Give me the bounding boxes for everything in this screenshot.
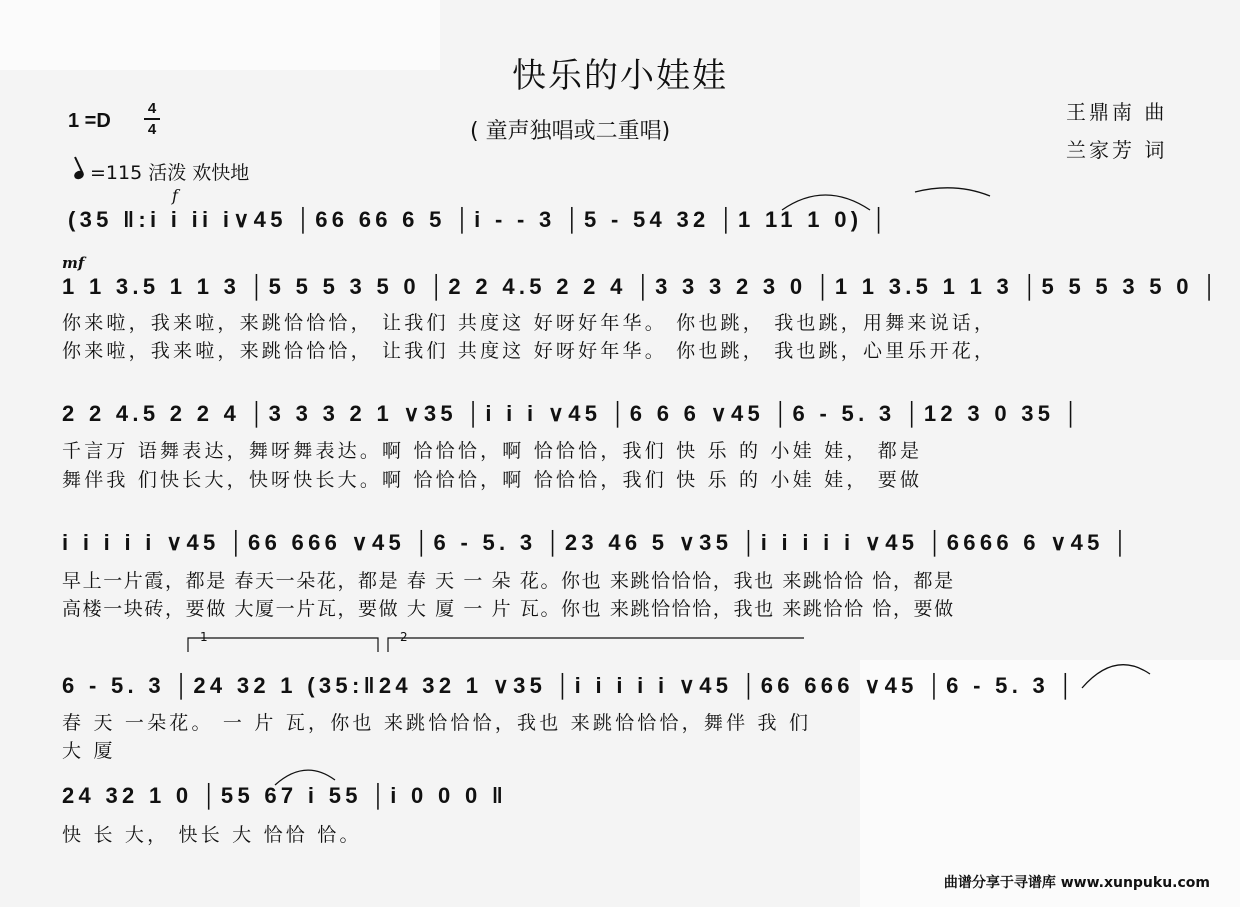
lyricist-credit: 兰家芳 词 xyxy=(1066,138,1168,162)
dynamic-mezzo-forte: mf xyxy=(62,254,85,272)
volta-2-label: 2 xyxy=(400,630,408,644)
notation-line-1: (35 ‖:i i ii i∨45 │66 66 6 5 │i - - 3 │5 - 54 32 │1 11 1 0) │ xyxy=(68,207,891,232)
lyric-line-2-verse-2: 你来啦，我来啦，来跳恰恰恰， 让我们 共度这 好呀好年华。 你也跳， 我也跳，心里乐开花， xyxy=(62,340,997,362)
lyric-line-6-verse-1: 快 长 大， 快长 大 恰恰 恰。 xyxy=(62,824,362,846)
volta-1-bracket xyxy=(188,638,378,652)
tempo-text: =115 活泼 欢快地 xyxy=(90,162,250,184)
lyric-line-5-verse-1: 春 天 一朵花。 一 片 瓦，你也 来跳恰恰恰，我也 来跳恰恰恰，舞伴 我 们 xyxy=(62,712,812,734)
notation-line-5: 6 - 5. 3 │24 32 1 (35:‖24 32 1 ∨35 │i i i i i ∨45 │66 666 ∨45 │6 - 5. 3 │ xyxy=(62,673,1078,698)
lyric-line-2-verse-1: 你来啦，我来啦，来跳恰恰恰， 让我们 共度这 好呀好年华。 你也跳， 我也跳，用舞来说话， xyxy=(62,312,997,334)
composer-credit: 王鼎南 曲 xyxy=(1066,100,1168,124)
volta-2-bracket xyxy=(388,638,804,652)
lyric-line-5-verse-2: 大 厦 xyxy=(62,740,116,762)
notation-line-2: 1 1 3.5 1 1 3 │5 5 5 3 5 0 │2 2 4.5 2 2 4 │3 3 3 2 3 0 │1 1 3.5 1 1 3 │5 5 5 3 5 0 │ xyxy=(62,274,1222,299)
dynamic-forte: f xyxy=(172,186,178,205)
notation-line-3: 2 2 4.5 2 2 4 │3 3 3 2 1 ∨35 │i i i ∨45 │6 6 6 ∨45 │6 - 5. 3 │12 3 0 35 │ xyxy=(62,401,1083,426)
time-signature-bottom: 4 xyxy=(147,120,157,138)
subtitle: ( 童声独唱或二重唱) xyxy=(470,119,671,144)
time-signature-top: 4 xyxy=(147,100,157,117)
lyric-line-4-verse-2: 高楼一块砖，要做 大厦一片瓦，要做 大 厦 一 片 瓦。你也 来跳恰恰恰，我也 来跳恰恰 恰，要做 xyxy=(62,598,955,620)
slur xyxy=(1082,665,1150,688)
notation-line-4: i i i i i ∨45 │66 666 ∨45 │6 - 5. 3 │23 46 5 ∨35 │i i i i i ∨45 │6666 6 ∨45 │ xyxy=(62,530,1133,555)
lyric-line-4-verse-1: 早上一片霞，都是 春天一朵花，都是 春 天 一 朵 花。你也 来跳恰恰恰，我也 来跳恰恰 恰，都是 xyxy=(62,570,955,592)
key-signature: 1 =D xyxy=(68,110,111,132)
slur xyxy=(915,188,990,196)
notation-line-6: 24 32 1 0 │55 67 i 55 │i 0 0 0 ‖ xyxy=(62,783,508,808)
lyric-line-3-verse-1: 千言万 语舞表达，舞呀舞表达。啊 恰恰恰，啊 恰恰恰，我们 快 乐 的 小娃 娃， 都是 xyxy=(62,440,923,462)
lyric-line-3-verse-2: 舞伴我 们快长大，快呀快长大。啊 恰恰恰，啊 恰恰恰，我们 快 乐 的 小娃 娃， 要做 xyxy=(62,469,923,491)
page-title: 快乐的小娃娃 xyxy=(512,56,728,96)
footer-watermark: 曲谱分享于寻谱库 www.xunpuku.com xyxy=(943,875,1210,891)
volta-1-label: 1 xyxy=(200,630,208,644)
